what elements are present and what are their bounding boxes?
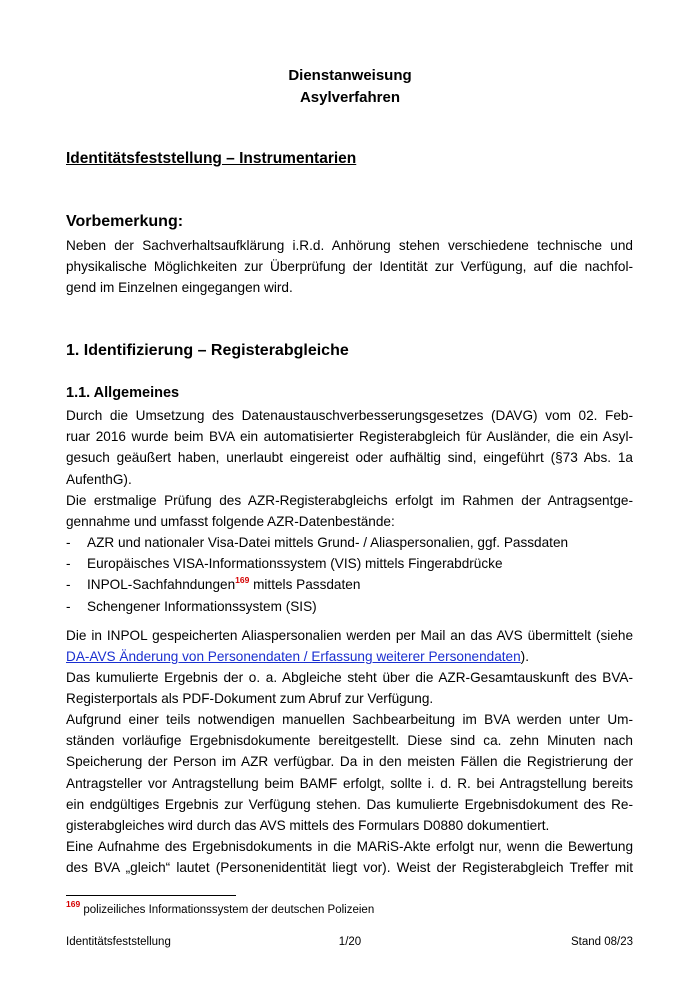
subsection-heading: 1.1. Allgemeines [66, 385, 180, 401]
text-line: Die erstmalige Prüfung des AZR-Registerabgleichs erfolgt im Rahmen der Antragsentge- [66, 493, 633, 508]
text-line: Antragsteller vor Antragstellung beim BAMF erfolgt, sollte i. d. R. bei Antragstellung bereits [66, 775, 633, 791]
da-avs-link[interactable]: DA-AVS Änderung von Personendaten / Erfassung weiterer Personendaten [66, 649, 521, 665]
list-item [66, 574, 633, 595]
text-line: Durch die Umsetzung des Datenaustauschverbesserungsgesetzes (DAVG) vom 02. Feb- [66, 408, 633, 423]
text-line: ein endgültiges Ergebnis zur Verfügung stehen. Das kumulierte Ergebnisdokument des Re- [66, 796, 633, 812]
section-heading: Identitätsfeststellung – Instrumentarien [66, 150, 357, 167]
text-line: gend im Einzelnen eingegangen wird. [66, 280, 293, 296]
text-line: Registerportals als PDF-Dokument zum Abruf zur Verfügung. [66, 691, 434, 707]
footnote-separator [66, 895, 236, 896]
paragraph-davg [66, 405, 633, 490]
footnote-text: polizeiliches Informationssystem der deutschen Polizeien [80, 904, 375, 916]
text-line: Neben der Sachverhaltsaufklärung i.R.d. Anhörung stehen verschiedene technische und [66, 238, 633, 253]
footnote [66, 899, 375, 916]
paragraph-inpol [66, 625, 633, 667]
list-item [66, 532, 633, 553]
text-line: physikalische Möglichkeiten zur Überprüfung der Identität zur Verfügung, auf die nachfol- [66, 259, 633, 275]
paragraph-sachbearbeitung [66, 709, 633, 836]
text-line [66, 646, 633, 667]
list-dash: - [66, 598, 71, 614]
list-item-text: Europäisches VISA-Informationssystem (VIS) mittels Fingerabdrücke [87, 556, 503, 572]
text-line: Speicherung der Person im AZR verfügbar. Da in den meisten Fällen die Registrierung der [66, 754, 633, 770]
list-item-text: mittels Passdaten [249, 577, 361, 593]
text-line: Aufgrund einer teils notwendigen manuellen Sachbearbeitung im BVA werden unter Um- [66, 712, 633, 727]
text-line: des BVA „gleich“ lautet (Personenidentität liegt vor). Weist der Registerabgleich Treffer mit [66, 860, 633, 876]
paragraph-azr [66, 490, 633, 532]
list-dash: - [66, 535, 71, 550]
chapter-heading: 1. Identifizierung – Registerabgleiche [66, 342, 349, 359]
text-line: Das kumulierte Ergebnis der o. a. Abgleiche steht über die AZR-Gesamtauskunft des BVA- [66, 670, 633, 685]
text-line: gisterabgleiches wird durch das AVS mittels des Formulars D0880 dokumentiert. [66, 818, 550, 834]
list-item-text: INPOL-Sachfahndungen [87, 577, 236, 593]
text-line: ständen vorläufige Ergebnisdokumente bereitgestellt. Diese sind ca. zehn Minuten nach [66, 733, 633, 749]
list-item-text: AZR und nationaler Visa-Datei mittels Grund- / Aliaspersonalien, ggf. Passdaten [87, 535, 569, 550]
text-fragment: ). [520, 649, 529, 665]
list-item [66, 553, 633, 574]
text-line: gennahme und umfasst folgende AZR-Datenbestände: [66, 514, 395, 530]
text-line: Eine Aufnahme des Ergebnisdokuments in die MARiS-Akte erfolgt nur, wenn die Bewertung [66, 839, 633, 854]
vorbemerkung-heading: Vorbemerkung: [66, 213, 184, 230]
vorbemerkung-paragraph [66, 235, 633, 299]
paragraph-ergebnis [66, 667, 633, 709]
list-dash: - [66, 577, 71, 593]
page-number: 1/20 [338, 936, 362, 948]
list-dash: - [66, 556, 71, 572]
document-subtitle: Asylverfahren [299, 89, 401, 106]
list-item-text: Schengener Informationssystem (SIS) [87, 598, 317, 614]
text-line: AufenthG). [66, 471, 132, 487]
document-title: Dienstanweisung [288, 67, 412, 84]
text-line: gesuch geäußert haben, unerlaubt eingereist oder aufhältig sind, eingeführt (§73 Abs. 1a [66, 450, 633, 466]
paragraph-maris [66, 836, 633, 878]
footnote-number: 169 [66, 899, 81, 909]
footnote-reference[interactable]: 169 [235, 575, 250, 586]
footer-right: Stand 08/23 [570, 936, 633, 948]
text-line: ruar 2016 wurde beim BVA ein automatisierter Registerabgleich für Ausländer, die ein Asyl- [66, 429, 633, 445]
list-item [66, 596, 633, 617]
text-line: Die in INPOL gespeicherten Aliaspersonalien werden per Mail an das AVS übermittelt (siehe [66, 628, 633, 643]
azr-datenbestaende-list [66, 532, 633, 617]
footer-left: Identitätsfeststellung [66, 936, 171, 948]
